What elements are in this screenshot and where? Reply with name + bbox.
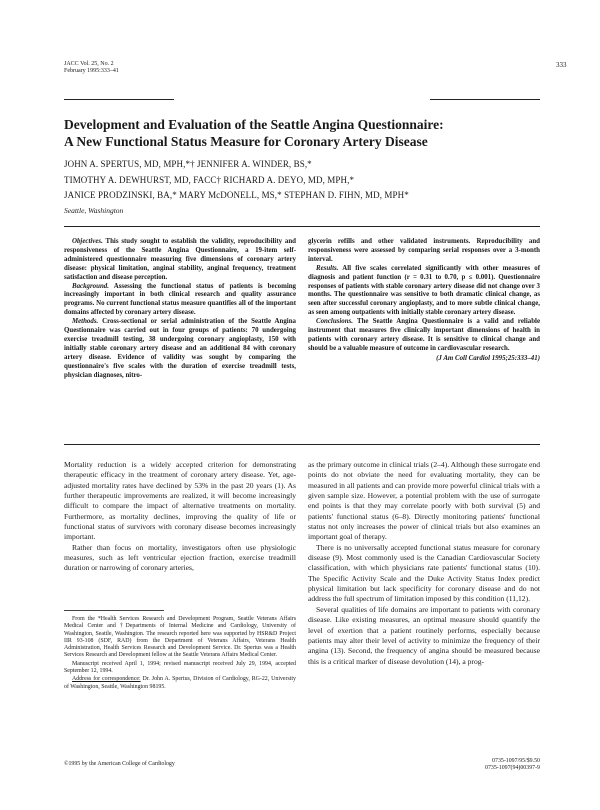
footnotes: [64, 616, 296, 692]
objectives-text: This study sought to establish the validity, reproducibility and responsiveness of the Seattle Angina Questionnaire, a 19-item self-administered questionnaire measuring five dimensions of coronary artery disease: physical limitation, anginal stability, anginal frequency, treatment satisfaction and disease perception.: [64, 238, 296, 281]
abstract-objectives: [64, 238, 296, 283]
body-right-column: [308, 460, 540, 667]
conclusions-label: Conclusions.: [316, 318, 353, 326]
background-text: Assessing the functional status of patients is becoming increasingly important in both clinical research and quality assurance programs. No current functional status measure quantifies all of the important domains affected by coronary artery disease.: [64, 282, 297, 317]
abstract-results: [308, 265, 540, 318]
author-location: Seattle, Washington: [64, 206, 124, 215]
header-rule-left: [64, 99, 174, 100]
footnote-correspondence: [64, 676, 296, 691]
issn-line-1: 0735-1097/95/$9.50: [492, 758, 540, 764]
header-rule-right: [430, 99, 540, 100]
results-label: Results.: [316, 264, 339, 272]
abstract-left-column: [64, 238, 296, 381]
body-paragraph: There is no universally accepted functional status measure for coronary disease (9). Most commonly used is the Canadian Cardiovascular Society classification, with which physicians rate patients' functional status (10). The Specific Activity Scale and the Duke Activity Status Index predict physical limitation but lack specificity for coronary disease and do not address the full spectrum of limitation imposed by this condition (11,12).: [308, 542, 540, 604]
title-line-2: A New Functional Status Measure for Coronary Artery Disease: [64, 134, 428, 149]
body-paragraph: Several qualities of life domains are important to patients with coronary disease. Like existing measures, an optimal measure should quantify the level of exertion that a patient routinely performs, especially because patients may alter their level of activity to minimize the frequency of their angina (13). Second, the frequency of angina should be measured because this is a critical marker of disease devolution (14), a prog-: [308, 604, 540, 666]
abstract-background: [64, 283, 296, 319]
methods-label: Methods.: [72, 318, 99, 326]
journal-reference: [64, 61, 119, 75]
abstract-methods: [64, 318, 296, 380]
author-list: [64, 157, 534, 204]
abstract-methods-continued: glycerin refills and other validated instruments. Reproducibility and responsiveness were assessed by comparing serial responses over a 3-month interval.: [308, 238, 540, 263]
journal-date-pages: February 1995:333–41: [64, 68, 119, 74]
body-paragraph: Mortality reduction is a widely accepted criterion for demonstrating therapeutic efficacy in the treatment of coronary artery disease. Yet, age-adjusted mortality rates have declined by 53% in the past 20 years (1). As further therapeutic improvements are realized, it will become increasingly difficult to compare the impact of alternative treatments on mortality. Furthermore, as mortality declines, improving the quality of life or functional status of survivors with coronary disease becomes increasingly important.: [64, 460, 296, 542]
authors-line-1: JOHN A. SPERTUS, MD, MPH,*† JENNIFER A. WINDER, BS,*: [64, 159, 312, 169]
results-text: All five scales correlated significantly with other measures of diagnosis and patient function (r = 0.31 to 0.70, p ≤ 0.001). Questionnaire responses of patients with stable coronary artery disease did not change over 3 months. The questionnaire was sensitive to both dramatic clinical change, as seen after successful coronary angioplasty, and to more subtle clinical change, as seen among outpatients with initially stable coronary artery disease.: [308, 264, 541, 317]
abstract-bottom-rule: [64, 444, 540, 445]
methods-text: Cross-sectional or serial administration of the Seattle Angina Questionnaire was carried out in four groups of patients: 70 undergoing exercise treadmill testing, 38 undergoing coronary angioplasty, 150 with initially stable coronary artery disease and an additional 84 with coronary artery disease. Evidence of validity was sought by comparing the questionnaire's five scales with the duration of exercise treadmill tests, physician diagnoses, nitro-: [64, 318, 296, 379]
page-number: 333: [556, 61, 567, 69]
conclusions-text: The Seattle Angina Questionnaire is a valid and reliable instrument that measures five clinically important dimensions of health in patients with coronary artery disease. It is sensitive to clinical change and should be a valuable measure of outcome in cardiovascular research.: [308, 318, 540, 352]
background-label: Background.: [72, 282, 109, 290]
correspondence-label: Address for correspondence:: [72, 676, 141, 683]
article-title: [64, 116, 544, 150]
issn-block: [480, 758, 540, 772]
abstract-top-rule: [64, 226, 540, 227]
abstract-right-column: [308, 238, 540, 364]
authors-line-3: JANICE PRODZINSKI, BA,* MARY McDONELL, MS,* STEPHAN D. FIHN, MD, MPH*: [64, 190, 409, 200]
body-paragraph: Rather than focus on mortality, investigators often use physiologic measures, such as left ventricular ejection fraction, exercise treadmill duration or narrowing of coronary arteries,: [64, 542, 296, 573]
body-left-column: [64, 460, 296, 574]
journal-volume: JACC Vol. 25, No. 2: [64, 61, 114, 67]
title-line-1: Development and Evaluation of the Seattle Angina Questionnaire:: [64, 117, 444, 132]
footnote-rule: [64, 610, 164, 611]
abstract-conclusions: [308, 318, 540, 354]
authors-line-2: TIMOTHY A. DEWHURST, MD, FACC† RICHARD A. DEYO, MD, MPH,*: [64, 174, 355, 185]
body-paragraph: as the primary outcome in clinical trials (2–4). Although these surrogate end points do not obviate the need for evaluating mortality, they can be measured in all patients and can provide more powerful clinical trials with a given sample size. However, a potential problem with the use of surrogate end points is that they may correlate poorly with both survival (5) and patients' functional status (6–8). Directly monitoring patients' functional status not only increases the power of clinical trials but also examines an important goal of therapy.: [308, 460, 540, 542]
objectives-label: Objectives.: [72, 238, 103, 245]
correspondence-text: Dr. John A. Spertus, Division of Cardiology, RG-22, University of Washington, Seattle, Washington 98195.: [64, 676, 296, 690]
footnote-affiliation: From the *Health Services Research and Development Program, Seattle Veterans Affairs Medical Center and †Departments of Internal Medicine and Cardiology, University of Washington, Seattle, Washington. The research reported here was supported by HSR&D Project IIR 93-108 (SDF, RAD) from the Department of Veterans Affairs, Veterans Health Administration, Health Services Research and Development Service. Dr. Spertus was a Health Services Research and Development fellow at the Seattle Veterans Affairs Medical Center.: [64, 616, 296, 659]
footnote-manuscript-dates: Manuscript received April 1, 1994; revised manuscript received July 29, 1994, accepted September 12, 1994.: [64, 660, 296, 675]
issn-line-2: 0735-1097(94)00397-9: [485, 765, 540, 771]
copyright-notice: ©1995 by the American College of Cardiology: [64, 761, 175, 767]
journal-citation: (J Am Coll Cardiol 1995;25:333–41): [436, 354, 540, 362]
